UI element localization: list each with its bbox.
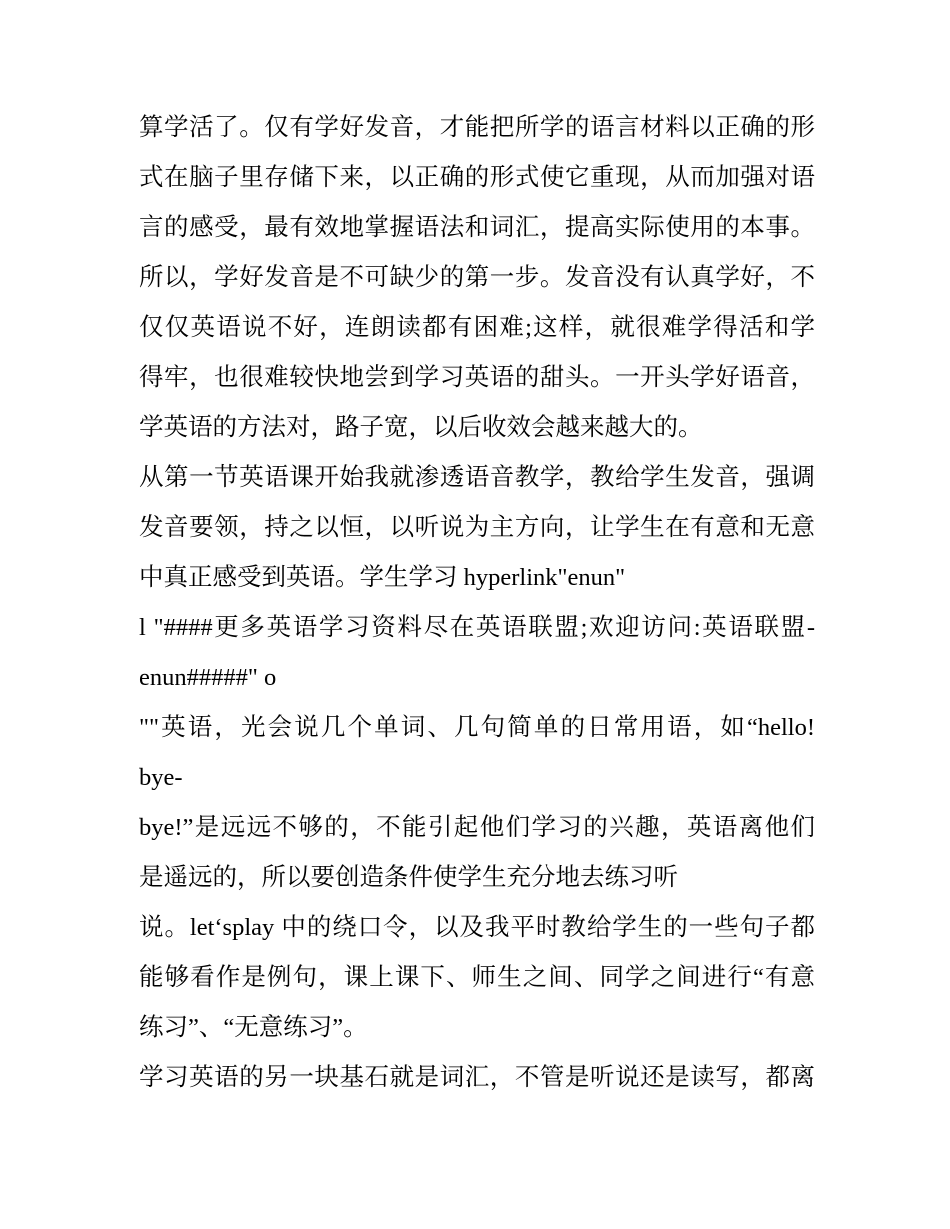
text-line: 发音要领，持之以恒，以听说为主方向，让学生在有意和无意	[139, 514, 815, 541]
text-line: 说。let‘splay 中的绕口令，以及我平时教给学生的一些句子都	[139, 914, 815, 941]
text-line: 式在脑子里存储下来，以正确的形式使它重现，从而加强对语	[139, 164, 815, 191]
text-line: 从第一节英语课开始我就渗透语音教学，教给学生发音，强调	[139, 464, 815, 491]
text-line: 仅仅英语说不好，连朗读都有困难;这样，就很难学得活和学	[139, 314, 815, 341]
text-line: 中真正感受到英语。学生学习 hyperlink"enun"	[139, 564, 626, 591]
text-line: 所以，学好发音是不可缺少的第一步。发音没有认真学好，不	[139, 264, 815, 291]
text-line: 学英语的方法对，路子宽，以后收效会越来越大的。	[139, 414, 703, 441]
text-line: bye!”是远远不够的，不能引起他们学习的兴趣，英语离他们	[139, 814, 815, 841]
text-line: 言的感受，最有效地掌握语法和词汇，提高实际使用的本事。	[139, 214, 815, 241]
text-line: l "####更多英语学习资料尽在英语联盟;欢迎访问:英语联盟-	[139, 614, 815, 641]
text-line: 是遥远的，所以要创造条件使学生充分地去练习听	[139, 864, 678, 891]
text-line: 学习英语的另一块基石就是词汇，不管是听说还是读写，都离	[139, 1064, 815, 1091]
text-line: 能够看作是例句，课上课下、师生之间、同学之间进行“有意	[139, 964, 815, 991]
text-line: 算学活了。仅有学好发音，才能把所学的语言材料以正确的形	[139, 114, 815, 141]
text-line: ""英语，光会说几个单词、几句简单的日常用语，如“hello!	[139, 714, 815, 741]
text-line: 得牢，也很难较快地尝到学习英语的甜头。一开头学好语音，	[139, 364, 815, 391]
text-line: bye-	[139, 764, 183, 791]
text-line: 练习”、“无意练习”。	[139, 1014, 368, 1041]
text-line: enun#####" o	[139, 664, 277, 691]
document-text-block	[139, 103, 815, 1103]
